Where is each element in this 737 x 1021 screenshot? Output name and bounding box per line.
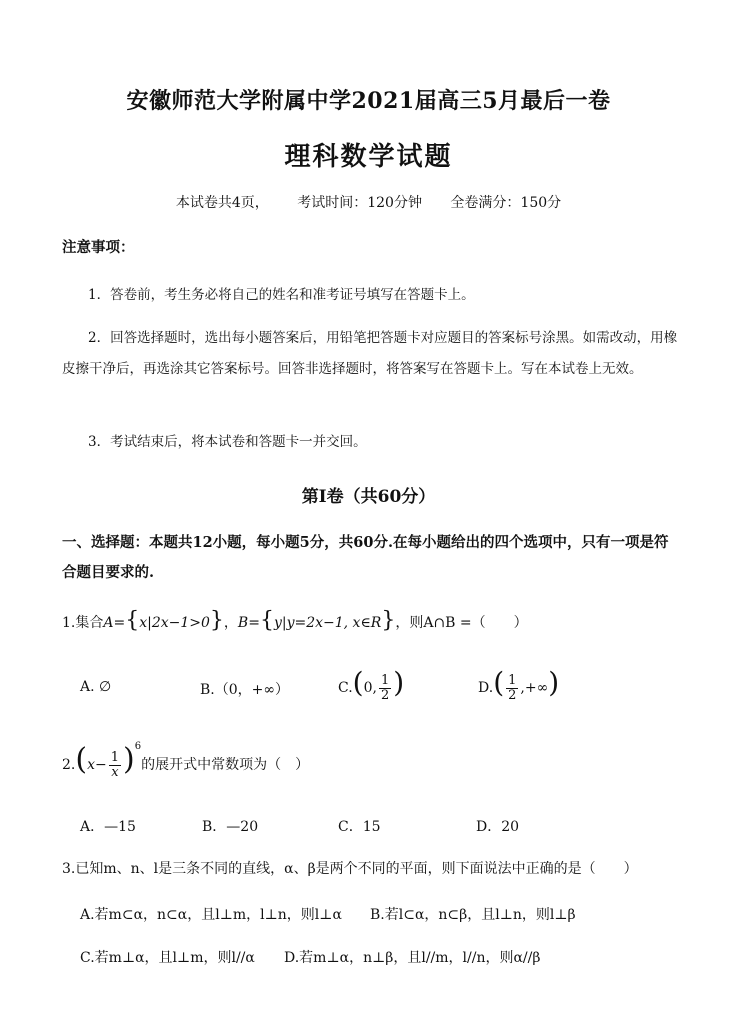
notice-item-1: 1．答卷前，考生务必将自己的姓名和准考证号填写在答题卡上。 (88, 287, 475, 303)
q1-setB-label: B= (237, 615, 260, 631)
meta-pages: 本试卷共4页， (175, 195, 269, 211)
q1-ask: ，则A∩B =（ ） (395, 615, 528, 631)
q3-option-c[interactable]: C.若m⊥α，且l⊥m，则l//α (80, 950, 255, 966)
q1-option-d[interactable]: D.( $\frac{1}{2}$ ,+∞) (478, 666, 560, 703)
question-1: 1.集合A={x|2x−1>0}，B={y|y=2x−1, x∈R}，则A∩B =（ ） (62, 608, 528, 633)
q1-option-d-right: ,+∞ (520, 680, 549, 696)
q1-option-c-num: 1 (380, 672, 390, 688)
q1-option-b[interactable]: B.（0，+∞） (200, 682, 290, 698)
q1-option-c-den: 2 (380, 687, 390, 703)
q1-setA-label: A= (103, 615, 126, 631)
q1-setA-body: x|2x−1>0 (139, 615, 210, 631)
q2-frac-den: x (111, 764, 119, 780)
q2-option-a[interactable]: A．—15 (80, 819, 136, 835)
q1-option-a[interactable]: A. ∅ (80, 679, 112, 695)
exam-title: 安徽师范大学附属中学2021届高三5月最后一卷 (126, 88, 611, 114)
q1-number: 1. (62, 615, 76, 631)
q2-option-b[interactable]: B．—20 (202, 819, 259, 835)
q1-setB-body: y|y=2x−1, x∈R (273, 615, 382, 631)
meta-time: 考试时间：120分钟 (297, 195, 422, 211)
notice-item-2: 2．回答选择题时，选出每小题答案后，用铅笔把答题卡对应题目的答案标号涂黑。如需改动，用橡皮擦干净后，再选涂其它答案标号。回答非选择题时，将答案写在答题卡上。写在本试卷上无效。 (62, 330, 678, 377)
q2-frac-num: 1 (110, 749, 119, 765)
q2-number: 2. (62, 757, 76, 773)
q1-option-c-label: C. (338, 680, 353, 696)
q1-option-c-left: 0, (363, 680, 377, 696)
q1-option-d-label: D. (478, 680, 494, 696)
question-3: 3.已知m、n、l是三条不同的直线，α、β是两个不同的平面，则下面说法中正确的是（ ） (62, 861, 638, 877)
q3-option-b[interactable]: B.若l⊂α，n⊂β，且l⊥n，则l⊥β (370, 907, 576, 923)
q2-text: 的展开式中常数项为（ ） (141, 757, 310, 773)
q2-base: x− (87, 757, 107, 773)
question-2: 2.(x− $\frac{1}{x}$ )$^6$的展开式中常数项为（ ） (62, 741, 310, 780)
q3-option-a[interactable]: A.若m⊂α，n⊂α，且l⊥m，l⊥n，则l⊥α (80, 907, 342, 923)
meta-score: 全卷满分：150分 (450, 195, 562, 211)
notice-heading: 注意事项： (62, 239, 135, 256)
notice-item-3: 3．考试结束后，将本试卷和答题卡一并交回。 (88, 434, 367, 450)
q1-option-c[interactable]: C.(0, $\frac{1}{2}$ ) (338, 666, 405, 703)
q1-option-d-num: 1 (508, 672, 517, 688)
q3-option-d[interactable]: D.若m⊥α，n⊥β，且l//m，l//n，则α//β (284, 950, 541, 966)
section-instruction: 一、选择题：本题共12小题，每小题5分，共60分.在每小题给出的四个选项中，只有一项是符合题目要求的. (62, 534, 669, 581)
q1-prefix: 集合 (75, 615, 104, 631)
q2-exponent: 6 (134, 741, 142, 753)
q2-option-d[interactable]: D．20 (476, 819, 520, 835)
section-title: 第Ⅰ卷（共60分） (301, 487, 436, 507)
q1-sep: ， (223, 615, 238, 631)
q1-option-d-den: 2 (508, 687, 517, 703)
q2-option-c[interactable]: C．15 (338, 819, 381, 835)
exam-subtitle: 理科数学试题 (284, 142, 453, 172)
exam-meta (0, 192, 737, 212)
